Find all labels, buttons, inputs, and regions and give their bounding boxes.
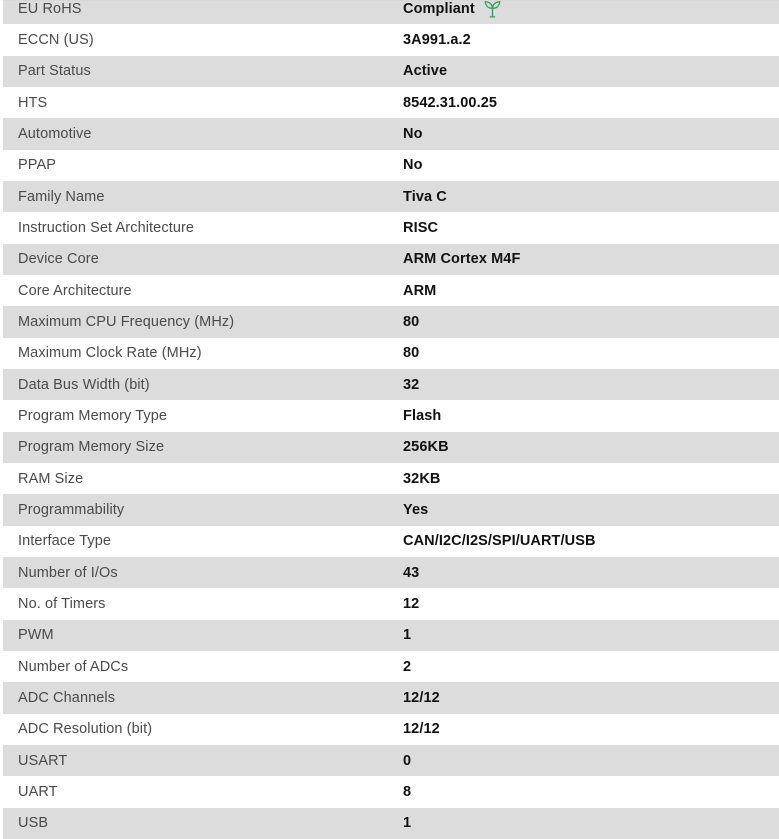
spec-label: Automotive	[18, 125, 92, 142]
spec-value-cell	[403, 0, 779, 18]
spec-label: ADC Channels	[18, 689, 116, 706]
spec-value-cell	[403, 784, 779, 800]
spec-value: No	[403, 125, 423, 142]
spec-row	[3, 306, 779, 337]
spec-label: Interface Type	[18, 533, 112, 550]
spec-label: Data Bus Width (bit)	[18, 376, 150, 393]
eco-leaf-icon	[483, 0, 502, 18]
spec-value-cell	[403, 815, 779, 831]
spec-value: No	[403, 157, 423, 174]
spec-label: PWM	[18, 627, 54, 644]
spec-value: Yes	[403, 501, 429, 518]
spec-row	[3, 776, 779, 807]
spec-label: USB	[18, 815, 49, 832]
spec-value: Active	[403, 63, 448, 80]
spec-row	[3, 400, 779, 431]
spec-row	[3, 651, 779, 682]
spec-label: Number of I/Os	[18, 564, 118, 581]
spec-label: EU RoHS	[18, 0, 82, 17]
spec-value: ARM	[403, 282, 437, 299]
spec-label: RAM Size	[18, 470, 84, 487]
spec-value: 1	[403, 815, 412, 832]
spec-label: UART	[18, 783, 58, 800]
spec-value: CAN/I2C/I2S/SPI/UART/USB	[403, 533, 596, 550]
spec-value: Tiva C	[403, 188, 447, 205]
spec-value: 2	[403, 658, 412, 675]
spec-row	[3, 620, 779, 651]
spec-value-cell	[403, 126, 779, 142]
spec-row	[3, 338, 779, 369]
spec-value: ARM Cortex M4F	[403, 251, 521, 268]
spec-label: Maximum Clock Rate (MHz)	[18, 345, 202, 362]
spec-row	[3, 244, 779, 275]
spec-value-cell	[403, 408, 779, 424]
spec-label: Family Name	[18, 188, 105, 205]
spec-row	[3, 275, 779, 306]
spec-value-cell	[403, 157, 779, 173]
spec-label: Program Memory Type	[18, 407, 168, 424]
spec-value: 12/12	[403, 689, 440, 706]
spec-value-cell	[403, 283, 779, 299]
spec-row	[3, 24, 779, 55]
spec-row	[3, 56, 779, 87]
spec-value: 8	[403, 783, 412, 800]
spec-label: No. of Timers	[18, 595, 106, 612]
spec-value-cell	[403, 251, 779, 267]
spec-value: 3A991.a.2	[403, 31, 471, 48]
spec-value-cell	[403, 596, 779, 612]
spec-value-cell	[403, 659, 779, 675]
spec-value-cell	[403, 690, 779, 706]
spec-row	[3, 745, 779, 776]
spec-label: Programmability	[18, 501, 125, 518]
spec-value-cell	[403, 63, 779, 79]
spec-row	[3, 150, 779, 181]
spec-row	[3, 212, 779, 243]
spec-value-cell	[403, 345, 779, 361]
spec-value: 43	[403, 564, 420, 581]
spec-label: ADC Resolution (bit)	[18, 721, 153, 738]
spec-row	[3, 463, 779, 494]
spec-row	[3, 369, 779, 400]
spec-value-cell	[403, 189, 779, 205]
spec-value: Compliant	[403, 0, 475, 17]
spec-row	[3, 494, 779, 525]
spec-value-cell	[403, 533, 779, 549]
spec-row	[3, 557, 779, 588]
spec-label: PPAP	[18, 157, 57, 174]
spec-label: Program Memory Size	[18, 439, 165, 456]
spec-label: Number of ADCs	[18, 658, 129, 675]
spec-value-cell	[403, 471, 779, 487]
spec-label: Instruction Set Architecture	[18, 219, 195, 236]
spec-value: 256KB	[403, 439, 449, 456]
spec-value-cell	[403, 439, 779, 455]
spec-value-cell	[403, 32, 779, 48]
spec-label: ECCN (US)	[18, 31, 94, 48]
spec-label: Part Status	[18, 63, 91, 80]
spec-value-cell	[403, 627, 779, 643]
spec-row	[3, 808, 779, 839]
spec-row	[3, 682, 779, 713]
spec-value-cell	[403, 220, 779, 236]
spec-row	[3, 588, 779, 619]
spec-label: HTS	[18, 94, 48, 111]
spec-value: 80	[403, 345, 420, 362]
spec-value-cell	[403, 721, 779, 737]
spec-value: RISC	[403, 219, 439, 236]
spec-row	[3, 181, 779, 212]
spec-row	[3, 714, 779, 745]
spec-value-cell	[403, 95, 779, 111]
spec-value-cell	[403, 753, 779, 769]
spec-label: Device Core	[18, 251, 99, 268]
spec-value: 0	[403, 752, 412, 769]
spec-value-cell	[403, 502, 779, 518]
spec-value-cell	[403, 565, 779, 581]
spec-value: 1	[403, 627, 412, 644]
spec-row	[3, 118, 779, 149]
spec-row	[3, 526, 779, 557]
spec-value: 12/12	[403, 721, 440, 738]
spec-table-body	[3, 0, 779, 839]
spec-label: USART	[18, 752, 68, 769]
spec-value: 32KB	[403, 470, 441, 487]
spec-value: Flash	[403, 407, 442, 424]
spec-value: 8542.31.00.25	[403, 94, 498, 111]
spec-value: 32	[403, 376, 420, 393]
spec-row	[3, 432, 779, 463]
spec-row	[3, 0, 779, 24]
spec-value-cell	[403, 314, 779, 330]
spec-label: Maximum CPU Frequency (MHz)	[18, 313, 235, 330]
spec-value-cell	[403, 377, 779, 393]
spec-label: Core Architecture	[18, 282, 132, 299]
spec-value: 12	[403, 595, 420, 612]
spec-value: 80	[403, 313, 420, 330]
spec-row	[3, 87, 779, 118]
